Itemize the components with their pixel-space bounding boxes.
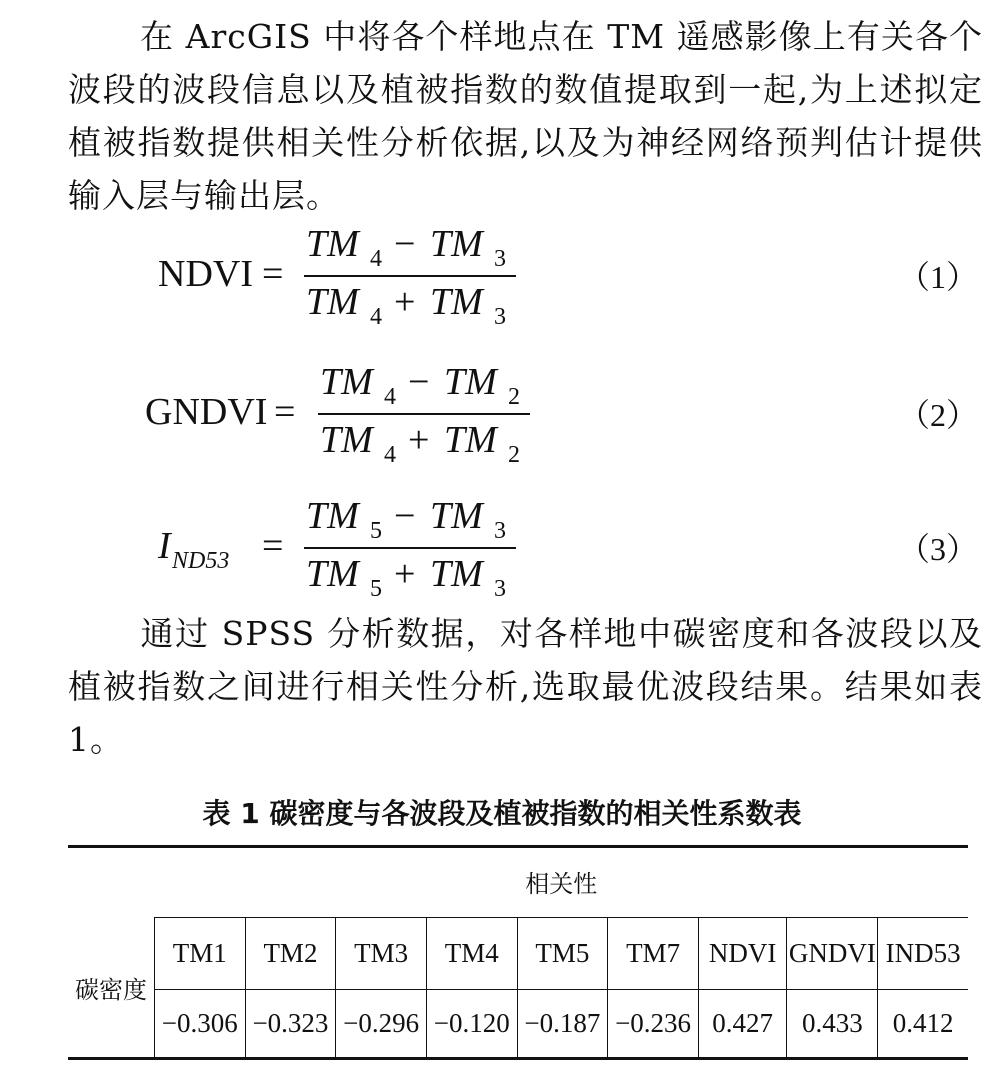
correlation-value: −0.120: [426, 989, 517, 1057]
eq1-number: （1）: [897, 259, 978, 295]
svg-text:5: 5: [370, 576, 382, 602]
svg-text:TM: TM: [430, 495, 483, 537]
svg-text:TM: TM: [320, 361, 373, 403]
svg-text:=: =: [262, 525, 284, 567]
column-header: TM1: [154, 917, 245, 989]
column-header: TM3: [336, 917, 427, 989]
svg-text:3: 3: [494, 518, 506, 544]
equation-3: [0, 494, 1004, 604]
svg-text:TM: TM: [430, 223, 483, 265]
column-header: TM5: [517, 917, 608, 989]
column-header: TM2: [245, 917, 336, 989]
column-header: TM4: [426, 917, 517, 989]
eq2-number: （2）: [897, 397, 978, 433]
correlation-value: 0.412: [892, 1007, 954, 1038]
svg-text:3: 3: [494, 304, 506, 330]
svg-text:4: 4: [384, 384, 396, 410]
equation-1: [0, 222, 1004, 332]
analysis-text: 通过 SPSS 分析数据，对各样地中碳密度和各波段以及植被指数之间进行相关性分析,选取最优波段结果。结果如表 1。: [68, 614, 983, 759]
svg-text:+: +: [394, 553, 416, 595]
correlation-value: −0.296: [336, 989, 427, 1057]
svg-text:−: −: [394, 495, 416, 537]
correlation-value: −0.187: [517, 989, 608, 1057]
svg-text:TM: TM: [320, 419, 373, 461]
svg-text:ND53: ND53: [172, 548, 230, 574]
correlation-value: −0.236: [608, 989, 699, 1057]
analysis-paragraph: [68, 607, 983, 766]
svg-text:4: 4: [370, 304, 382, 330]
svg-text:3: 3: [494, 576, 506, 602]
svg-text:2: 2: [508, 442, 520, 468]
group-header: 相关性: [154, 846, 968, 917]
correlation-value: 0.433: [787, 989, 878, 1057]
equation-2: [0, 360, 1004, 470]
svg-text:TM: TM: [306, 553, 359, 595]
svg-text:TM: TM: [444, 361, 497, 403]
intro-text: 在 ArcGIS 中将各个样地点在 TM 遥感影像上有关各个波段的波段信息以及植被指数的数值提取到一起,为上述拟定植被指数提供相关性分析依据,以及为神经网络预判估计提供输入层与输出层。: [68, 17, 983, 215]
correlation-value: 0.427: [698, 989, 787, 1057]
svg-text:4: 4: [370, 246, 382, 272]
equation-2-graphic: [0, 360, 1004, 470]
svg-text:TM: TM: [430, 281, 483, 323]
table-caption: 表 1 碳密度与各波段及植被指数的相关性系数表: [202, 797, 802, 830]
svg-text:TM: TM: [306, 223, 359, 265]
svg-text:=: =: [262, 253, 284, 295]
empty-corner: [68, 846, 154, 917]
eq1-lhs: NDVI: [158, 253, 253, 295]
svg-text:TM: TM: [306, 281, 359, 323]
svg-text:TM: TM: [430, 553, 483, 595]
svg-text:TM: TM: [444, 419, 497, 461]
svg-text:+: +: [394, 281, 416, 323]
svg-text:3: 3: [494, 246, 506, 272]
svg-text:5: 5: [370, 518, 382, 544]
svg-text:=: =: [274, 391, 296, 433]
correlation-value: −0.323: [245, 989, 336, 1057]
equation-3-graphic: [0, 494, 1004, 604]
column-header: GNDVI: [787, 917, 878, 989]
eq3-lhs: I: [158, 525, 171, 567]
svg-text:TM: TM: [306, 495, 359, 537]
equation-1-graphic: [0, 222, 1004, 332]
column-header: NDVI: [698, 917, 787, 989]
svg-text:2: 2: [508, 384, 520, 410]
eq2-lhs: GNDVI: [145, 391, 268, 433]
column-header: TM7: [608, 917, 699, 989]
column-header: IND53: [878, 917, 968, 989]
table-bottom-rule: [68, 1057, 968, 1060]
svg-text:+: +: [408, 419, 430, 461]
correlation-value: −0.306: [154, 989, 245, 1057]
correlation-table: [68, 846, 968, 1057]
svg-text:−: −: [394, 223, 416, 265]
eq3-number: （3）: [897, 531, 978, 567]
intro-paragraph: [68, 10, 983, 222]
svg-text:−: −: [408, 361, 430, 403]
row-label: 碳密度: [68, 917, 154, 1057]
svg-text:4: 4: [384, 442, 396, 468]
